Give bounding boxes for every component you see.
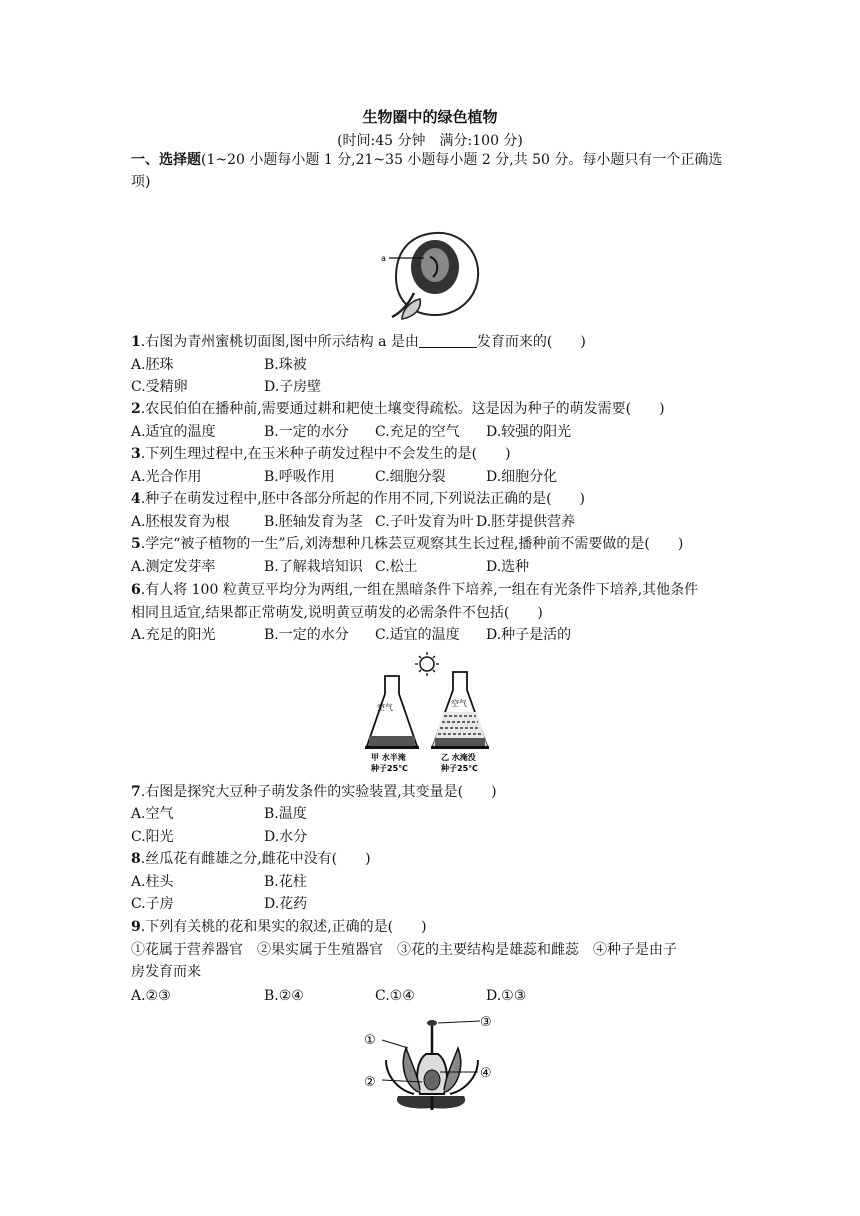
flask-right-air-label: 空气 [451, 699, 467, 708]
question-8 [131, 849, 371, 869]
section-instruction: (1~20 小题每小题 1 分,21~35 小题每小题 2 分,共 50 分。每小题只有一个正确选 [201, 152, 723, 168]
option-a: A.适宜的温度 [131, 424, 216, 440]
flask-left-caption2: 种子25℃ [371, 764, 408, 773]
option-c: C.细胞分裂 [375, 469, 446, 485]
option-b: B.温度 [264, 806, 307, 822]
flask-experiment-figure [365, 650, 505, 778]
option-c: C.子房 [131, 896, 174, 912]
flask-right-caption: 乙 水淹没 [441, 753, 476, 762]
option-b: B.一定的水分 [264, 424, 349, 440]
question-2 [131, 399, 665, 419]
flower-mark-2: ② [364, 1075, 376, 1090]
question-number: 3 [131, 446, 141, 462]
section-heading [131, 150, 722, 170]
question-text: .下列生理过程中,在玉米种子萌发过程中不会发生的是( ) [140, 446, 511, 462]
question-6 [131, 580, 698, 600]
option-c: C.子叶发育为叶 [375, 514, 474, 530]
question-text: .丝瓜花有雌雄之分,雌花中没有( ) [140, 851, 371, 867]
flask-right [433, 672, 487, 746]
page-title: 生物圈中的绿色植物 [362, 108, 498, 126]
question-text: .种子在萌发过程中,胚中各部分所起的作用不同,下列说法正确的是( ) [140, 491, 586, 507]
question-text: .下列有关桃的花和果实的叙述,正确的是( ) [140, 919, 427, 935]
option-a: A.测定发芽率 [131, 559, 216, 575]
section-title: 一、选择题 [131, 152, 201, 168]
option-d: D.①③ [486, 988, 527, 1004]
option-b: B.胚轴发育为茎 [264, 514, 363, 530]
question-5 [131, 534, 683, 554]
option-a: A.充足的阳光 [131, 627, 216, 643]
question-text: .农民伯伯在播种前,需要通过耕和耙使土壤变得疏松。这是因为种子的萌发需要( ) [140, 401, 665, 417]
question-9-statements-cont: 房发育而来 [131, 964, 201, 980]
option-c: C.受精卵 [131, 379, 188, 395]
question-number: 7 [131, 784, 141, 800]
question-number: 8 [131, 851, 141, 867]
question-number: 4 [131, 491, 141, 507]
option-b: B.一定的水分 [264, 627, 349, 643]
flask-left-caption: 甲 水半淹 [371, 753, 406, 762]
option-c: C.阳光 [131, 829, 174, 845]
flower-mark-1: ① [364, 1033, 376, 1048]
option-b: B.了解栽培知识 [264, 559, 363, 575]
peach-section-figure [380, 225, 490, 320]
flask-left [367, 676, 417, 746]
option-b: B.花柱 [264, 874, 307, 890]
question-number: 1 [131, 334, 141, 350]
question-number: 6 [131, 582, 141, 598]
question-7 [131, 782, 497, 802]
option-d: D.较强的阳光 [486, 424, 572, 440]
question-number: 9 [131, 919, 141, 935]
question-3 [131, 444, 511, 464]
option-c: C.充足的空气 [375, 424, 460, 440]
question-9 [131, 917, 427, 937]
option-a: A.空气 [131, 806, 174, 822]
option-a: A.胚根发育为根 [131, 514, 230, 530]
option-a: A.②③ [131, 988, 171, 1004]
option-d: D.细胞分化 [486, 469, 558, 485]
section-instruction-cont: 项) [131, 174, 151, 190]
option-c: C.适宜的温度 [375, 627, 460, 643]
flower-mark-3: ③ [480, 1015, 492, 1030]
option-b: B.珠被 [264, 357, 307, 373]
option-d: D.胚芽提供营养 [476, 514, 576, 530]
option-d: D.选种 [486, 559, 530, 575]
question-text-cont: 发育而来的( ) [476, 334, 586, 350]
option-b: B.②④ [264, 988, 304, 1004]
peach-label-a: a [381, 254, 386, 263]
flask-right-caption2: 种子25℃ [441, 764, 478, 773]
question-number: 5 [131, 536, 141, 552]
option-d: D.子房壁 [264, 379, 322, 395]
question-text: .学完“被子植物的一生”后,刘涛想种几株芸豆观察其生长过程,播种前不需要做的是( ) [140, 536, 684, 552]
flower-structure-figure [362, 1010, 497, 1112]
question-number: 2 [131, 401, 141, 417]
flower-mark-4: ④ [480, 1066, 492, 1081]
option-c: C.松土 [375, 559, 418, 575]
option-a: A.胚珠 [131, 357, 174, 373]
page-subtitle: (时间:45 分钟 满分:100 分) [337, 133, 523, 149]
option-a: A.柱头 [131, 874, 174, 890]
question-text: .右图是探究大豆种子萌发条件的实验装置,其变量是( ) [140, 784, 497, 800]
option-d: D.种子是活的 [486, 627, 572, 643]
question-text: .右图为青州蜜桃切面图,图中所示结构 a 是由 [140, 334, 419, 350]
question-1 [131, 332, 586, 352]
option-b: B.呼吸作用 [264, 469, 335, 485]
question-text: .有人将 100 粒黄豆平均分为两组,一组在黑暗条件下培养,一组在有光条件下培养,其他条件 [140, 582, 699, 598]
question-4 [131, 489, 585, 509]
sun-icon [415, 652, 439, 676]
question-6-cont: 相同且适宜,结果都正常萌发,说明黄豆萌发的必需条件不包括( ) [131, 605, 543, 621]
option-a: A.光合作用 [131, 469, 202, 485]
question-9-statements: ①花属于营养器官 ②果实属于生殖器官 ③花的主要结构是雄蕊和雌蕊 ④种子是由子 [131, 942, 677, 958]
flask-left-air-label: 空气 [377, 703, 393, 712]
option-d: D.花药 [264, 896, 308, 912]
option-d: D.水分 [264, 829, 308, 845]
fill-blank [419, 333, 477, 348]
option-c: C.①④ [375, 988, 415, 1004]
